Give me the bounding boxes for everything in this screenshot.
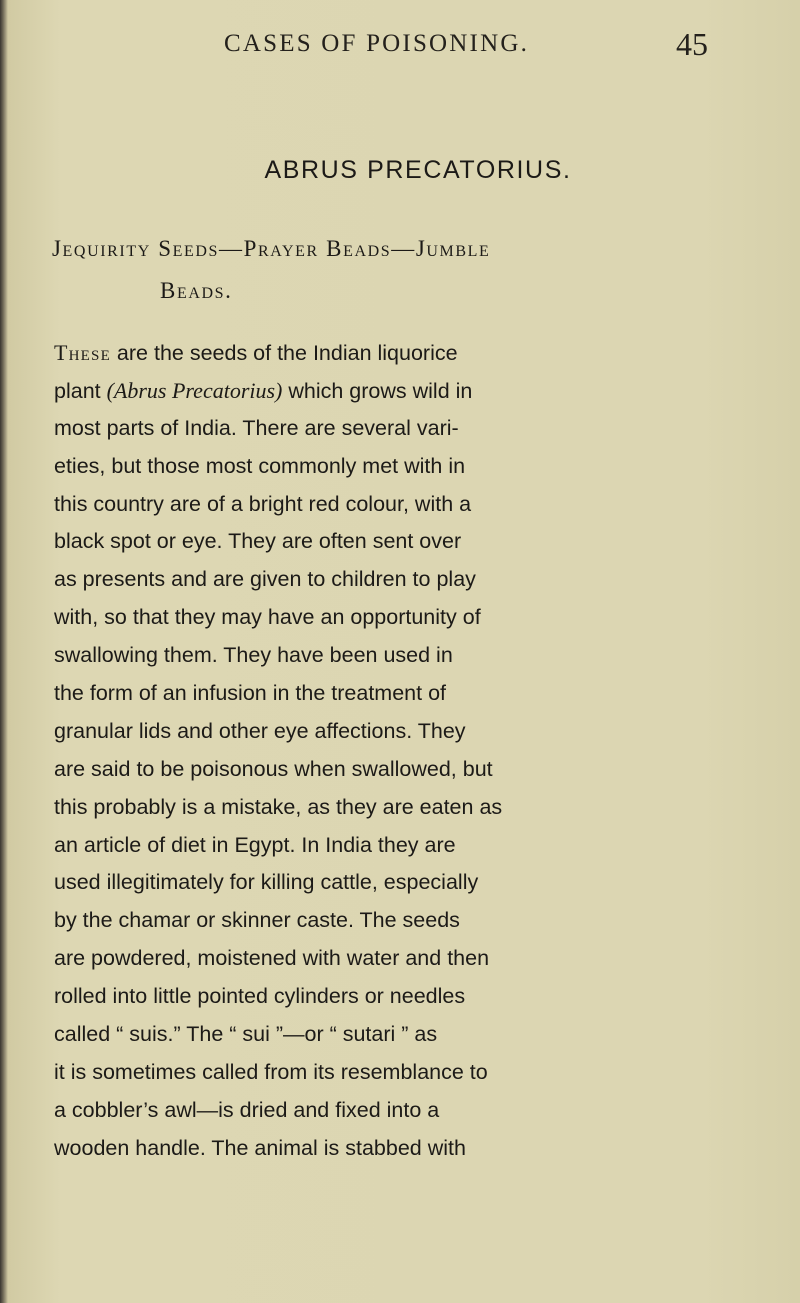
text-line-2 (54, 372, 754, 410)
text-line: an article of diet in Egypt. In India they are (54, 832, 456, 857)
text-line: granular lids and other eye affections. They (54, 718, 466, 743)
body-paragraph (54, 334, 754, 1168)
text-line: as presents and are given to children to play (54, 567, 476, 592)
text-line: most parts of India. There are several vari- (54, 415, 459, 440)
text-line: wooden handle. The animal is stabbed with (54, 1135, 466, 1160)
text-line: eties, but those most commonly met with in (54, 453, 466, 478)
text-line: used illegitimately for killing cattle, especially (54, 870, 479, 895)
line-2-post: which grows wild in (282, 378, 473, 403)
text-line: rolled into little pointed cylinders or needles (54, 984, 466, 1009)
running-head (0, 26, 800, 70)
text-line: a cobbler’s awl—is dried and fixed into a (54, 1097, 440, 1122)
text-line: with, so that they may have an opportunity of (54, 605, 481, 630)
text-line: this probably is a mistake, as they are eaten as (54, 794, 503, 819)
text-line: are powdered, moistened with water and then (54, 946, 490, 971)
book-spine-shadow (0, 0, 8, 1303)
text-line: are said to be poisonous when swallowed, but (54, 756, 493, 781)
article-subtitle (52, 228, 742, 312)
subtitle-line-1: Jequirity Seeds—Prayer Beads—Jumble (52, 236, 491, 261)
text-line: called “ suis.” The “ sui ”—or “ sutari ” as (54, 1022, 438, 1047)
botanical-name: (Abrus Precatorius) (106, 377, 283, 403)
running-head-title: CASES OF POISONING. (224, 30, 530, 57)
text-line: it is sometimes called from its resemblance to (54, 1059, 488, 1084)
article-title: ABRUS PRECATORIUS. (264, 156, 572, 184)
text-line: the form of an infusion in the treatment of (54, 681, 446, 706)
subtitle-line-2: Beads. (160, 278, 233, 303)
line-2-pre: plant (54, 378, 107, 403)
text-line: black spot or eye. They are often sent over (54, 529, 462, 554)
lead-word: These (54, 340, 111, 365)
text-line: swallowing them. They have been used in (54, 643, 453, 668)
line-1-rest: are the seeds of the Indian liquorice (110, 341, 458, 365)
page-number: 45 (676, 26, 708, 62)
text-line: this country are of a bright red colour, with a (54, 491, 472, 516)
text-line: by the chamar or skinner caste. The seeds (54, 908, 460, 933)
text-line-1 (54, 334, 754, 372)
